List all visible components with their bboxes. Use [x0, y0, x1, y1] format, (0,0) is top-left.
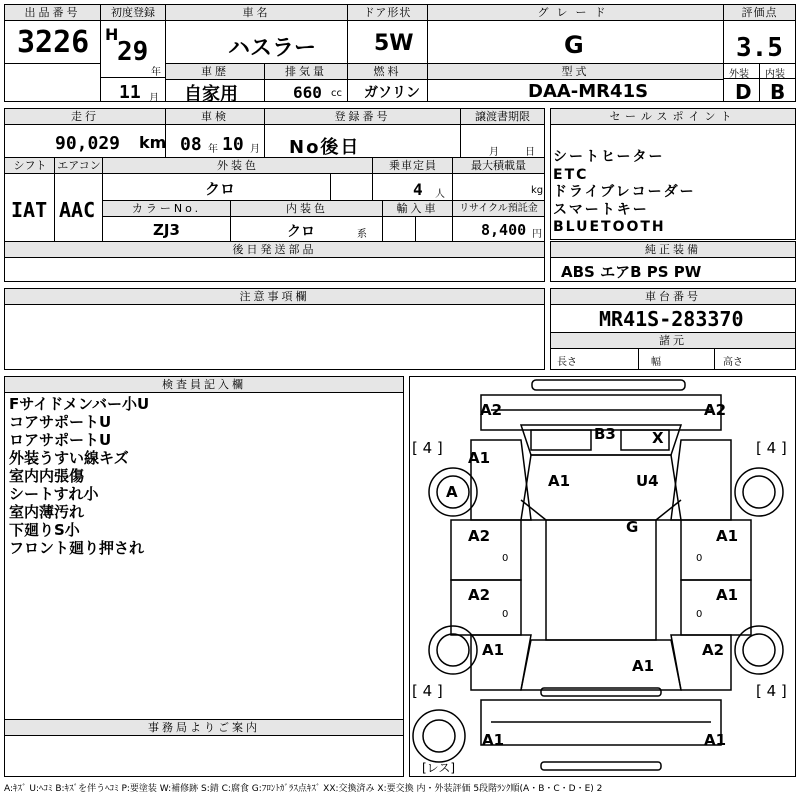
- spec-table: シフト エアコン 外装色 乗車定員 最大積載量 IAT AAC クロ 4 人 kg カラーNo. 内装色 輸入車 リサイクル預託金 ZJ3 クロ 系 8,400 円: [4, 157, 545, 242]
- transfer-docs-cell: 譲渡書期限 月 日: [460, 108, 545, 158]
- exterior-grade: D: [735, 80, 752, 104]
- mileage-cell: 走行 90,029 km: [4, 108, 166, 158]
- spare-tire-label: [レス]: [422, 761, 456, 775]
- damage-hood-right: U4: [636, 472, 659, 490]
- door-type-value: 5W: [374, 31, 414, 56]
- chassis-cell: 車台番号 MR41S-283370 諸元 長さ 幅 高さ: [550, 288, 796, 370]
- door-mark-rr: 0: [696, 609, 703, 620]
- exterior-color-value: クロ: [205, 180, 236, 198]
- office-notes-panel: 事務局よりご案内: [4, 719, 404, 777]
- sales-point-item: ETC: [553, 166, 589, 183]
- damage-door-front-left: A2: [468, 527, 491, 545]
- inspector-note-item: 室内薄汚れ: [9, 503, 85, 521]
- damage-fender-left: A1: [468, 449, 491, 467]
- interior-color-value: クロ: [287, 224, 315, 240]
- color-number-value: ZJ3: [153, 221, 180, 239]
- damage-rear-bumper-left: A1: [482, 731, 505, 749]
- damage-trunk: A1: [632, 657, 655, 675]
- history-value: 自家用: [184, 84, 238, 105]
- history-cell: 車歴 自家用: [165, 63, 265, 102]
- damage-quarter-left: A1: [482, 641, 505, 659]
- fuel-cell: 燃料 ガソリン: [347, 63, 428, 102]
- tire-rear-right: [ 4 ]: [756, 682, 787, 700]
- inspection-cell: 車検 08 年 10 月: [165, 108, 265, 158]
- inspector-note-item: 下廻りS小: [9, 521, 80, 539]
- recycle-value: 8,400: [481, 221, 527, 239]
- lot-number-cell: [4, 4, 101, 102]
- tire-front-left: [ 4 ]: [412, 439, 443, 457]
- mileage-value: 90,029: [55, 133, 121, 154]
- sales-points-panel: セールスポイント シートヒーター ETC ドライブレコーダー スマートキー BLUETOOTH: [550, 108, 796, 240]
- inspector-note-item: Fサイドメンバー小U: [9, 395, 150, 413]
- tire-front-right: [ 4 ]: [756, 439, 787, 457]
- damage-rear-bumper-right: A1: [704, 731, 727, 749]
- inspector-note-item: 室内内張傷: [9, 467, 85, 485]
- lot-number-header: 出品番号: [5, 5, 100, 21]
- door-mark-fr: 0: [696, 553, 703, 564]
- damage-front-bumper-right: A2: [704, 401, 727, 419]
- damage-wheel-front-left: A: [446, 483, 458, 501]
- grade-cell: グレード G: [427, 4, 724, 64]
- model-type-value: DAA-MR41S: [528, 81, 649, 102]
- first-registration-cell: 初度登録 H 29 年 11 月: [100, 4, 166, 102]
- car-name-cell: 車名 ハスラー: [165, 4, 348, 64]
- first-registration-month: 11: [119, 82, 141, 103]
- shift-value: IAT: [11, 198, 48, 222]
- standard-equipment-cell: 純正装備 ABS エアB PS PW: [550, 241, 796, 282]
- sales-point-item: ドライブレコーダー: [553, 184, 696, 200]
- caution-cell: 注意事項欄: [4, 288, 545, 370]
- plate-value: No後日: [289, 137, 361, 158]
- fuel-value: ガソリン: [364, 85, 420, 101]
- tire-rear-left: [ 4 ]: [412, 682, 443, 700]
- lot-number-value: 3226: [17, 25, 90, 60]
- door-mark-rl: 0: [502, 609, 509, 620]
- displacement-value: 660: [293, 83, 322, 102]
- door-type-cell: ドア形状 5W: [347, 4, 428, 64]
- damage-windshield-2: X: [652, 429, 664, 447]
- damage-door-rear-right: A1: [716, 586, 739, 604]
- inspector-notes-list: [9, 395, 149, 557]
- plate-cell: 登録番号 No後日: [264, 108, 461, 158]
- damage-door-rear-left: A2: [468, 586, 491, 604]
- standard-equipment-value: ABS エアB PS PW: [561, 263, 702, 281]
- car-name-value: ハスラー: [228, 36, 317, 61]
- inspector-note-item: コアサポートU: [9, 413, 112, 431]
- first-registration-year: 29: [117, 37, 149, 67]
- inspector-notes-panel: 検査員記入欄 Fサイドメンバー小U コアサポートU ロアサポートU 外装うすい線キズ 室内内張傷 シートすれ小 室内薄汚れ 下廻りS小 フロント廻り押され: [4, 376, 404, 720]
- displacement-cell: 排気量 660 cc: [264, 63, 348, 102]
- inspector-note-item: 外装うすい線キズ: [9, 449, 129, 467]
- sales-point-item: BLUETOOTH: [553, 219, 666, 235]
- inspector-note-item: ロアサポートU: [9, 431, 112, 449]
- damage-quarter-right: A2: [702, 641, 725, 659]
- damage-front-bumper-left: A2: [480, 401, 503, 419]
- damage-diagram-panel: [409, 376, 796, 777]
- model-type-cell: 型式 DAA-MR41S: [427, 63, 724, 102]
- inspector-note-item: フロント廻り押され: [9, 539, 145, 557]
- score-value: 3.5: [736, 33, 783, 63]
- capacity-value: 4: [413, 180, 423, 199]
- legend-text: A:ｷｽﾞ U:ﾍｺﾐ B:ｷｽﾞを伴うﾍｺﾐ P:要塗装 W:補修跡 S:錆 C:腐食 G:ﾌﾛﾝﾄｶﾞﾗｽ点ｷｽﾞ XX:交換済み X:要交換 内・外装評価 5段階ﾗﾝｸ順(A・B・C・D・E) 2: [4, 784, 603, 794]
- chassis-value: MR41S-283370: [599, 307, 744, 331]
- inspector-note-item: シートすれ小: [9, 485, 99, 503]
- door-mark-fl: 0: [502, 553, 509, 564]
- interior-grade: B: [770, 80, 786, 104]
- sales-point-item: スマートキー: [553, 201, 649, 218]
- damage-roof: G: [626, 518, 639, 536]
- grade-value: G: [564, 31, 584, 59]
- damage-door-front-right: A1: [716, 527, 739, 545]
- sales-points-list: [553, 149, 696, 237]
- later-parts-cell: 後日発送部品: [4, 241, 545, 282]
- sales-point-item: シートヒーター: [553, 149, 665, 165]
- score-cell: 評価点 3.5 外装 内装 D B: [723, 4, 796, 102]
- aircon-value: AAC: [59, 198, 96, 222]
- damage-hood-left: A1: [548, 472, 571, 490]
- first-registration-header: 初度登録: [101, 5, 165, 21]
- damage-windshield-1: B3: [594, 425, 616, 443]
